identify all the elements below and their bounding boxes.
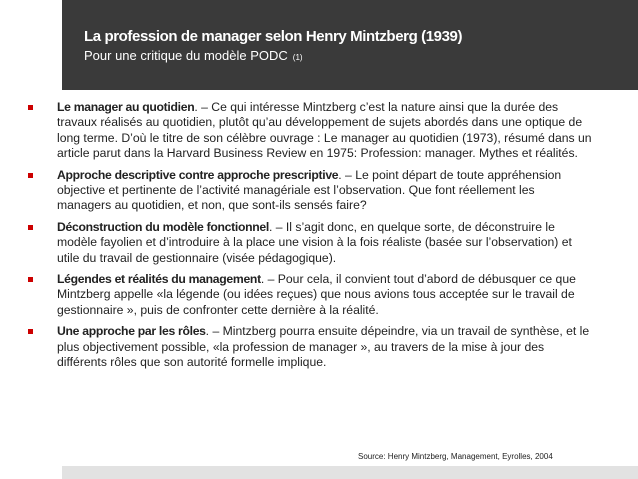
- subtitle-footnote-ref: (1): [292, 53, 303, 62]
- bullet-term: Le manager au quotidien: [57, 100, 195, 114]
- slide-title: La profession de manager selon Henry Mintzberg (1939): [84, 28, 463, 45]
- bullet-term: Légendes et réalités du management: [57, 272, 261, 287]
- bullet-term: Une approche par les rôles: [57, 324, 206, 339]
- slide-subtitle: [84, 48, 303, 63]
- bullet-square-icon: [28, 105, 33, 110]
- bullet-text: . – Ce qui intéresse Mintzberg c’est la nature ainsi que la durée des travaux réalisés au quotidien, plutôt qu’au développement de sujets abordés dans une optique de long terme. D’où le titre de son célèbre ouvrage : Le manager au quotidien (1973), résumé dans un article parut dans la Harvard Business Review en 1975: Profession: manager. Mythes et réalités.: [57, 100, 592, 161]
- bullet-item: [26, 100, 592, 162]
- bullet-term: Déconstruction du modèle fonctionnel: [57, 219, 269, 234]
- bullet-text: . – Il s’agit donc, en quelque sorte, de déconstruire le modèle fayolien et d’introduire à la place une vision à la fois réaliste (basée sur l’observation) et utile du travail de gestionnaire (visée pédagogique).: [57, 219, 572, 265]
- bullet-list: [26, 100, 592, 377]
- bullet-square-icon: [28, 173, 33, 178]
- bullet-text: . – Le point départ de toute appréhension objective et pertinente de l’activité managériale est l’observation. Que font réellement les managers au quotidien, et non, que sont-ils sensés faire?: [57, 167, 562, 213]
- footer-bar: [62, 466, 638, 479]
- subtitle-text: Pour une critique du modèle PODC: [84, 48, 288, 63]
- bullet-text: . – Mintzberg pourra ensuite dépeindre, via un travail de synthèse, et le plus objectivement possible, «la profession de manager », au travers de la mise à jour des différents rôles que son autorité formelle implique.: [57, 324, 590, 370]
- bullet-item: [26, 324, 592, 370]
- source-citation: Source: Henry Mintzberg, Management, Eyrolles, 2004: [358, 452, 553, 461]
- bullet-item: [26, 168, 592, 214]
- bullet-item: [26, 272, 592, 318]
- bullet-text: . – Pour cela, il convient tout d’abord de débusquer ce que Mintzberg appelle «la légende (ou idées reçues) que nous avions tous acceptée sur le travail de gestionnaire », puis de confronter cette dernière à la réalité.: [57, 272, 576, 317]
- bullet-term: Approche descriptive contre approche prescriptive: [57, 167, 339, 182]
- slide-header: [62, 0, 638, 90]
- bullet-square-icon: [28, 277, 33, 282]
- bullet-item: [26, 220, 592, 266]
- bullet-square-icon: [28, 225, 33, 230]
- bullet-square-icon: [28, 329, 33, 334]
